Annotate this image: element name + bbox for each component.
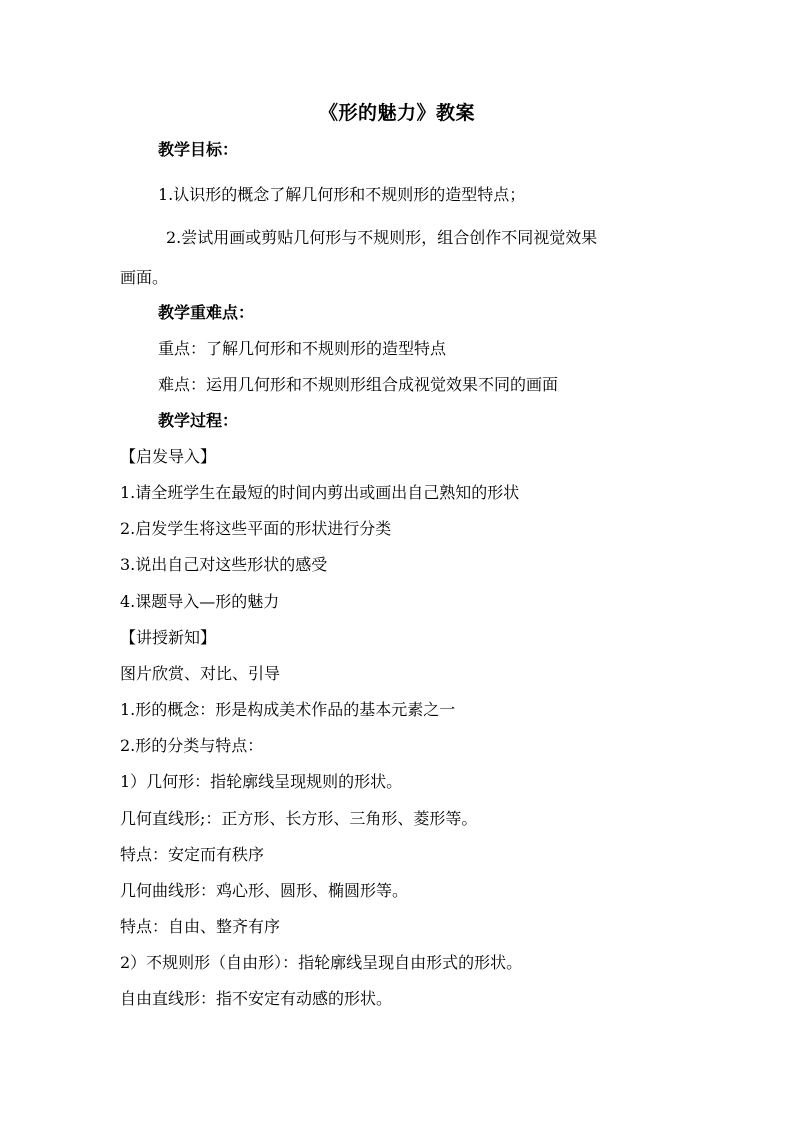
- objective-item-2: 2.尝试用画或剪贴几何形与不规则形，组合创作不同视觉效果: [166, 228, 598, 247]
- list-item: 几何曲线形：鸡心形、圆形、椭圆形等。: [120, 881, 409, 900]
- list-item: 几何直线形;：正方形、长方形、三角形、菱形等。: [120, 809, 478, 828]
- list-item: 1）几何形：指轮廓线呈现规则的形状。: [120, 772, 403, 791]
- section-title-new-knowledge: 【讲授新知】: [120, 628, 217, 647]
- list-item: 2.启发学生将这些平面的形状进行分类: [120, 519, 392, 538]
- list-item: 2.形的分类与特点：: [120, 736, 264, 755]
- list-item: 特点：安定而有秩序: [120, 845, 265, 864]
- key-points-heading: 教学重难点：: [158, 303, 255, 322]
- objective-item-2-continued: 画面。: [120, 268, 169, 287]
- section-title-intro: 【启发导入】: [120, 447, 217, 466]
- difficult-point: 难点：运用几何形和不规则形组合成视觉效果不同的画面: [158, 375, 559, 394]
- document-title: 《形的魅力》教案: [318, 102, 475, 124]
- list-item: 3.说出自己对这些形状的感受: [120, 555, 328, 574]
- list-item: 2）不规则形（自由形）：指轮廓线呈现自由形式的形状。: [120, 953, 523, 972]
- list-item: 自由直线形：指不安定有动感的形状。: [120, 989, 393, 1008]
- objective-item-1: 1.认识形的概念了解几何形和不规则形的造型特点；: [158, 185, 526, 204]
- list-item: 1.形的概念：形是构成美术作品的基本元素之一: [120, 700, 456, 719]
- list-item: 图片欣赏、对比、引导: [120, 664, 281, 683]
- list-item: 特点：自由、整齐有序: [120, 917, 281, 936]
- list-item: 1.请全班学生在最短的时间内剪出或画出自己熟知的形状: [120, 483, 520, 502]
- list-item: 4.课题导入—形的魅力: [120, 592, 280, 611]
- objectives-heading: 教学目标：: [158, 140, 239, 159]
- process-heading: 教学过程：: [158, 411, 239, 430]
- key-point: 重点：了解几何形和不规则形的造型特点: [158, 339, 447, 358]
